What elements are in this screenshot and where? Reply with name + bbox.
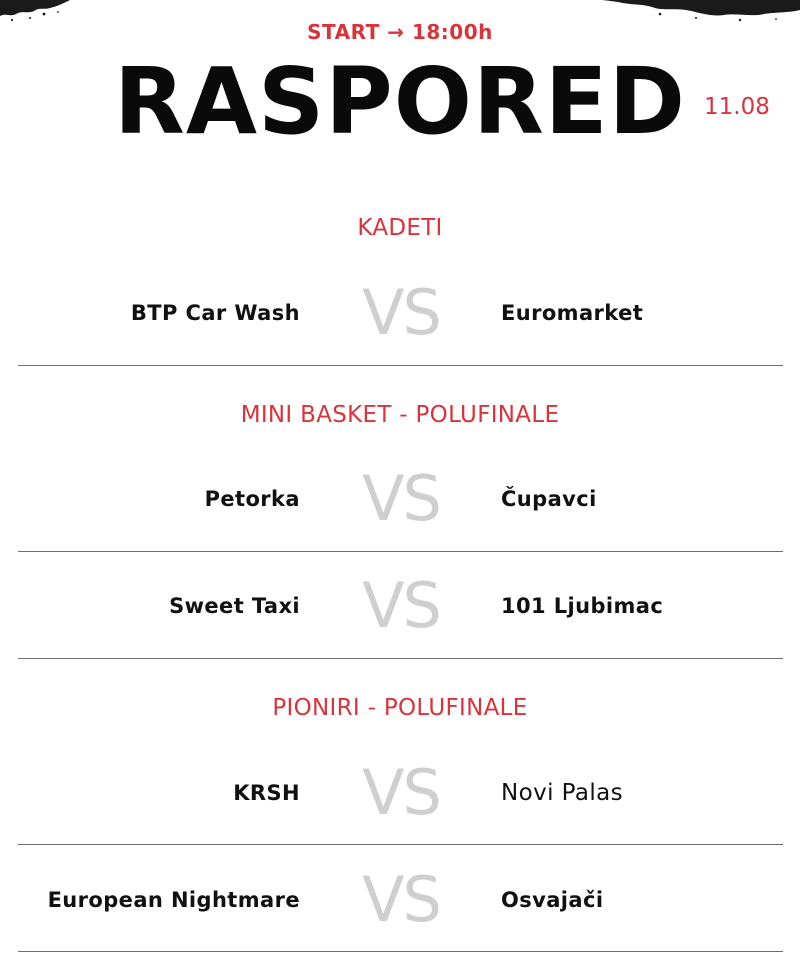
section-title-kadeti: KADETI [357,215,443,241]
vs-label: VS [362,462,440,535]
page-title: RASPORED [114,48,686,155]
home-team: KRSH [233,781,300,805]
divider [18,658,783,659]
home-team: Sweet Taxi [169,594,300,618]
away-team: Euromarket [501,301,644,325]
event-date: 11.08 [704,94,770,120]
vs-label: VS [362,569,440,642]
vs-label: VS [362,756,440,829]
away-team: Novi Palas [501,780,623,806]
vs-label: VS [362,276,440,349]
away-team: Čupavci [501,487,597,511]
match-row [0,566,800,646]
divider [18,365,783,366]
home-team: BTP Car Wash [130,301,300,325]
home-team: Petorka [204,487,300,511]
match-row [0,860,800,940]
match-row [0,753,800,833]
match-row [0,273,800,353]
home-team: European Nightmare [47,888,300,912]
section-title-pioniri: PIONIRI - POLUFINALE [272,695,528,721]
away-team: Osvajači [501,888,604,912]
away-team: 101 Ljubimac [501,594,664,618]
start-time: START → 18:00h [307,20,493,44]
divider [18,951,783,952]
match-row [0,459,800,539]
divider [18,844,783,845]
section-title-mini-basket: MINI BASKET - POLUFINALE [240,402,560,428]
divider [18,551,783,552]
vs-label: VS [362,863,440,936]
